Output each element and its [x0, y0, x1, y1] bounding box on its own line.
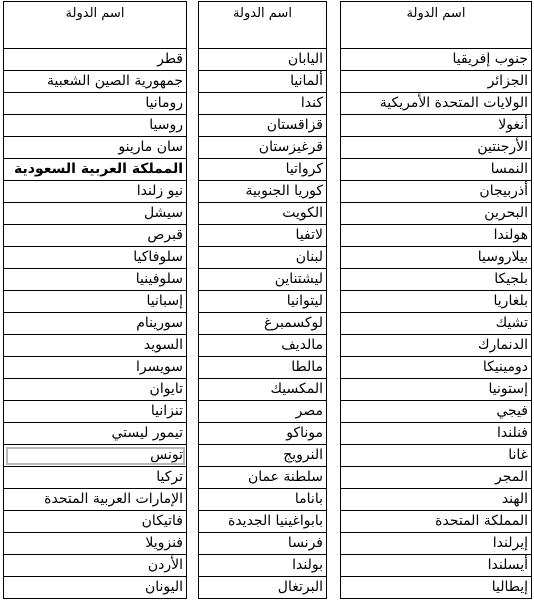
country-cell: فنزويلا [4, 533, 187, 555]
country-cell: سان مارينو [4, 137, 187, 159]
table-row [199, 511, 327, 533]
column-header: اسم الدولة [341, 2, 532, 49]
country-cell: رومانيا [4, 93, 187, 115]
table-row [4, 379, 187, 401]
country-cell: تركيا [4, 467, 187, 489]
country-cell: مصر [199, 401, 327, 423]
table-row [341, 93, 532, 115]
country-cell: أيسلندا [341, 555, 532, 577]
country-cell: أذربيجان [341, 181, 532, 203]
table-row [199, 247, 327, 269]
country-cell: ألمانيا [199, 71, 327, 93]
country-cell: جنوب إفريقيا [341, 49, 532, 71]
country-cell: كرواتيا [199, 159, 327, 181]
table-row [341, 533, 532, 555]
country-cell: ليشتناين [199, 269, 327, 291]
country-cell: فيجي [341, 401, 532, 423]
country-table-middle [198, 1, 327, 599]
country-cell: هولندا [341, 225, 532, 247]
table-row [199, 445, 327, 467]
table-row [4, 467, 187, 489]
country-cell: أنغولا [341, 115, 532, 137]
country-cell: المملكة المتحدة [341, 511, 532, 533]
country-cell: إسبانيا [4, 291, 187, 313]
table-row [341, 225, 532, 247]
table-row [4, 291, 187, 313]
country-cell: بلغاريا [341, 291, 532, 313]
country-cell: السويد [4, 335, 187, 357]
country-cell: الأرجنتين [341, 137, 532, 159]
country-cell: دومينيكا [341, 357, 532, 379]
table-row [341, 357, 532, 379]
country-cell: لبنان [199, 247, 327, 269]
country-cell: الكويت [199, 203, 327, 225]
country-cell: بيلاروسيا [341, 247, 532, 269]
header-row [341, 2, 532, 49]
country-cell: المجر [341, 467, 532, 489]
table-row [4, 93, 187, 115]
country-cell: فرنسا [199, 533, 327, 555]
table-row [199, 357, 327, 379]
country-cell: قزاقستان [199, 115, 327, 137]
table-row [199, 93, 327, 115]
table-row [4, 203, 187, 225]
table-row [4, 533, 187, 555]
table-row [4, 115, 187, 137]
table-row [341, 577, 532, 599]
country-cell: سيشل [4, 203, 187, 225]
country-cell: إيرلندا [341, 533, 532, 555]
country-cell: قبرص [4, 225, 187, 247]
table-row [199, 335, 327, 357]
table-row [199, 379, 327, 401]
country-cell: المكسيك [199, 379, 327, 401]
table-row [4, 137, 187, 159]
table-row [341, 379, 532, 401]
country-cell: سويسرا [4, 357, 187, 379]
country-cell: فنلندا [341, 423, 532, 445]
table-row [199, 401, 327, 423]
table-row [4, 577, 187, 599]
table-row [199, 423, 327, 445]
table-row [341, 203, 532, 225]
table-row [341, 511, 532, 533]
country-cell: تايوان [4, 379, 187, 401]
table-row [199, 467, 327, 489]
country-cell: سلطنة عمان [199, 467, 327, 489]
country-cell: الولايات المتحدة الأمريكية [341, 93, 532, 115]
table-row [4, 489, 187, 511]
country-cell: تيمور ليستي [4, 423, 187, 445]
table-row [4, 511, 187, 533]
table-row [341, 555, 532, 577]
table-row [341, 49, 532, 71]
table-row [4, 357, 187, 379]
table-row [341, 269, 532, 291]
table-row [341, 445, 532, 467]
country-cell: إيطاليا [341, 577, 532, 599]
country-cell: الأردن [4, 555, 187, 577]
table-row [341, 71, 532, 93]
table-row [4, 445, 187, 467]
table-row [4, 401, 187, 423]
table-row [341, 467, 532, 489]
table-row [199, 225, 327, 247]
country-cell: الدنمارك [341, 335, 532, 357]
table-row [4, 159, 187, 181]
table-row [199, 269, 327, 291]
table-row [341, 247, 532, 269]
country-cell: النرويج [199, 445, 327, 467]
table-row [4, 423, 187, 445]
country-cell: مالديف [199, 335, 327, 357]
header-row [4, 2, 187, 49]
country-cell: موناكو [199, 423, 327, 445]
country-cell: البحرين [341, 203, 532, 225]
country-cell: كندا [199, 93, 327, 115]
table-row [199, 489, 327, 511]
table-row [199, 71, 327, 93]
table-row [341, 489, 532, 511]
table-row [199, 115, 327, 137]
country-cell: بلجيكا [341, 269, 532, 291]
table-row [341, 115, 532, 137]
country-cell: الإمارات العربية المتحدة [4, 489, 187, 511]
country-cell: تنزانيا [4, 401, 187, 423]
table-row [4, 313, 187, 335]
country-cell: نيو زلندا [4, 181, 187, 203]
table-row [199, 577, 327, 599]
country-cell: لوكسمبرغ [199, 313, 327, 335]
table-row [199, 181, 327, 203]
table-row [4, 181, 187, 203]
country-cell: سلوفاكيا [4, 247, 187, 269]
table-row [199, 159, 327, 181]
country-cell: قرغيزستان [199, 137, 327, 159]
country-table-right [340, 1, 532, 599]
table-row [199, 137, 327, 159]
table-row [199, 203, 327, 225]
table-row [341, 159, 532, 181]
table-row [341, 313, 532, 335]
table-row [341, 401, 532, 423]
country-cell: تشيك [341, 313, 532, 335]
country-cell: البرتغال [199, 577, 327, 599]
table-row [4, 269, 187, 291]
table-row [199, 555, 327, 577]
country-cell: النمسا [341, 159, 532, 181]
table-row [4, 247, 187, 269]
country-cell: المملكة العربية السعودية [4, 159, 187, 181]
column-header: اسم الدولة [199, 2, 327, 49]
table-row [199, 49, 327, 71]
country-cell: اليابان [199, 49, 327, 71]
country-cell: سورينام [4, 313, 187, 335]
table-row [199, 533, 327, 555]
country-cell: جمهورية الصين الشعبية [4, 71, 187, 93]
table-row [4, 49, 187, 71]
country-cell: الجزائر [341, 71, 532, 93]
country-table-left [3, 1, 187, 599]
column-header: اسم الدولة [4, 2, 187, 49]
table-row [199, 291, 327, 313]
table-row [4, 335, 187, 357]
country-cell: باناما [199, 489, 327, 511]
table-row [4, 555, 187, 577]
country-cell: لاتفيا [199, 225, 327, 247]
table-row [341, 181, 532, 203]
table-row [341, 335, 532, 357]
country-cell: الهند [341, 489, 532, 511]
country-cell: اليونان [4, 577, 187, 599]
country-cell: فاتيكان [4, 511, 187, 533]
header-row [199, 2, 327, 49]
country-cell: بابواغينيا الجديدة [199, 511, 327, 533]
country-cell: إستونيا [341, 379, 532, 401]
table-row [4, 71, 187, 93]
country-cell: روسيا [4, 115, 187, 137]
country-cell: غانا [341, 445, 532, 467]
country-cell: كوريا الجنوبية [199, 181, 327, 203]
table-row [4, 225, 187, 247]
country-cell: مالطا [199, 357, 327, 379]
table-row [341, 423, 532, 445]
country-cell: سلوفينيا [4, 269, 187, 291]
table-row [341, 137, 532, 159]
table-row [199, 313, 327, 335]
country-cell: قطر [4, 49, 187, 71]
country-cell: ليتوانيا [199, 291, 327, 313]
country-cell: بولندا [199, 555, 327, 577]
table-row [341, 291, 532, 313]
country-cell: تونس [4, 445, 187, 467]
